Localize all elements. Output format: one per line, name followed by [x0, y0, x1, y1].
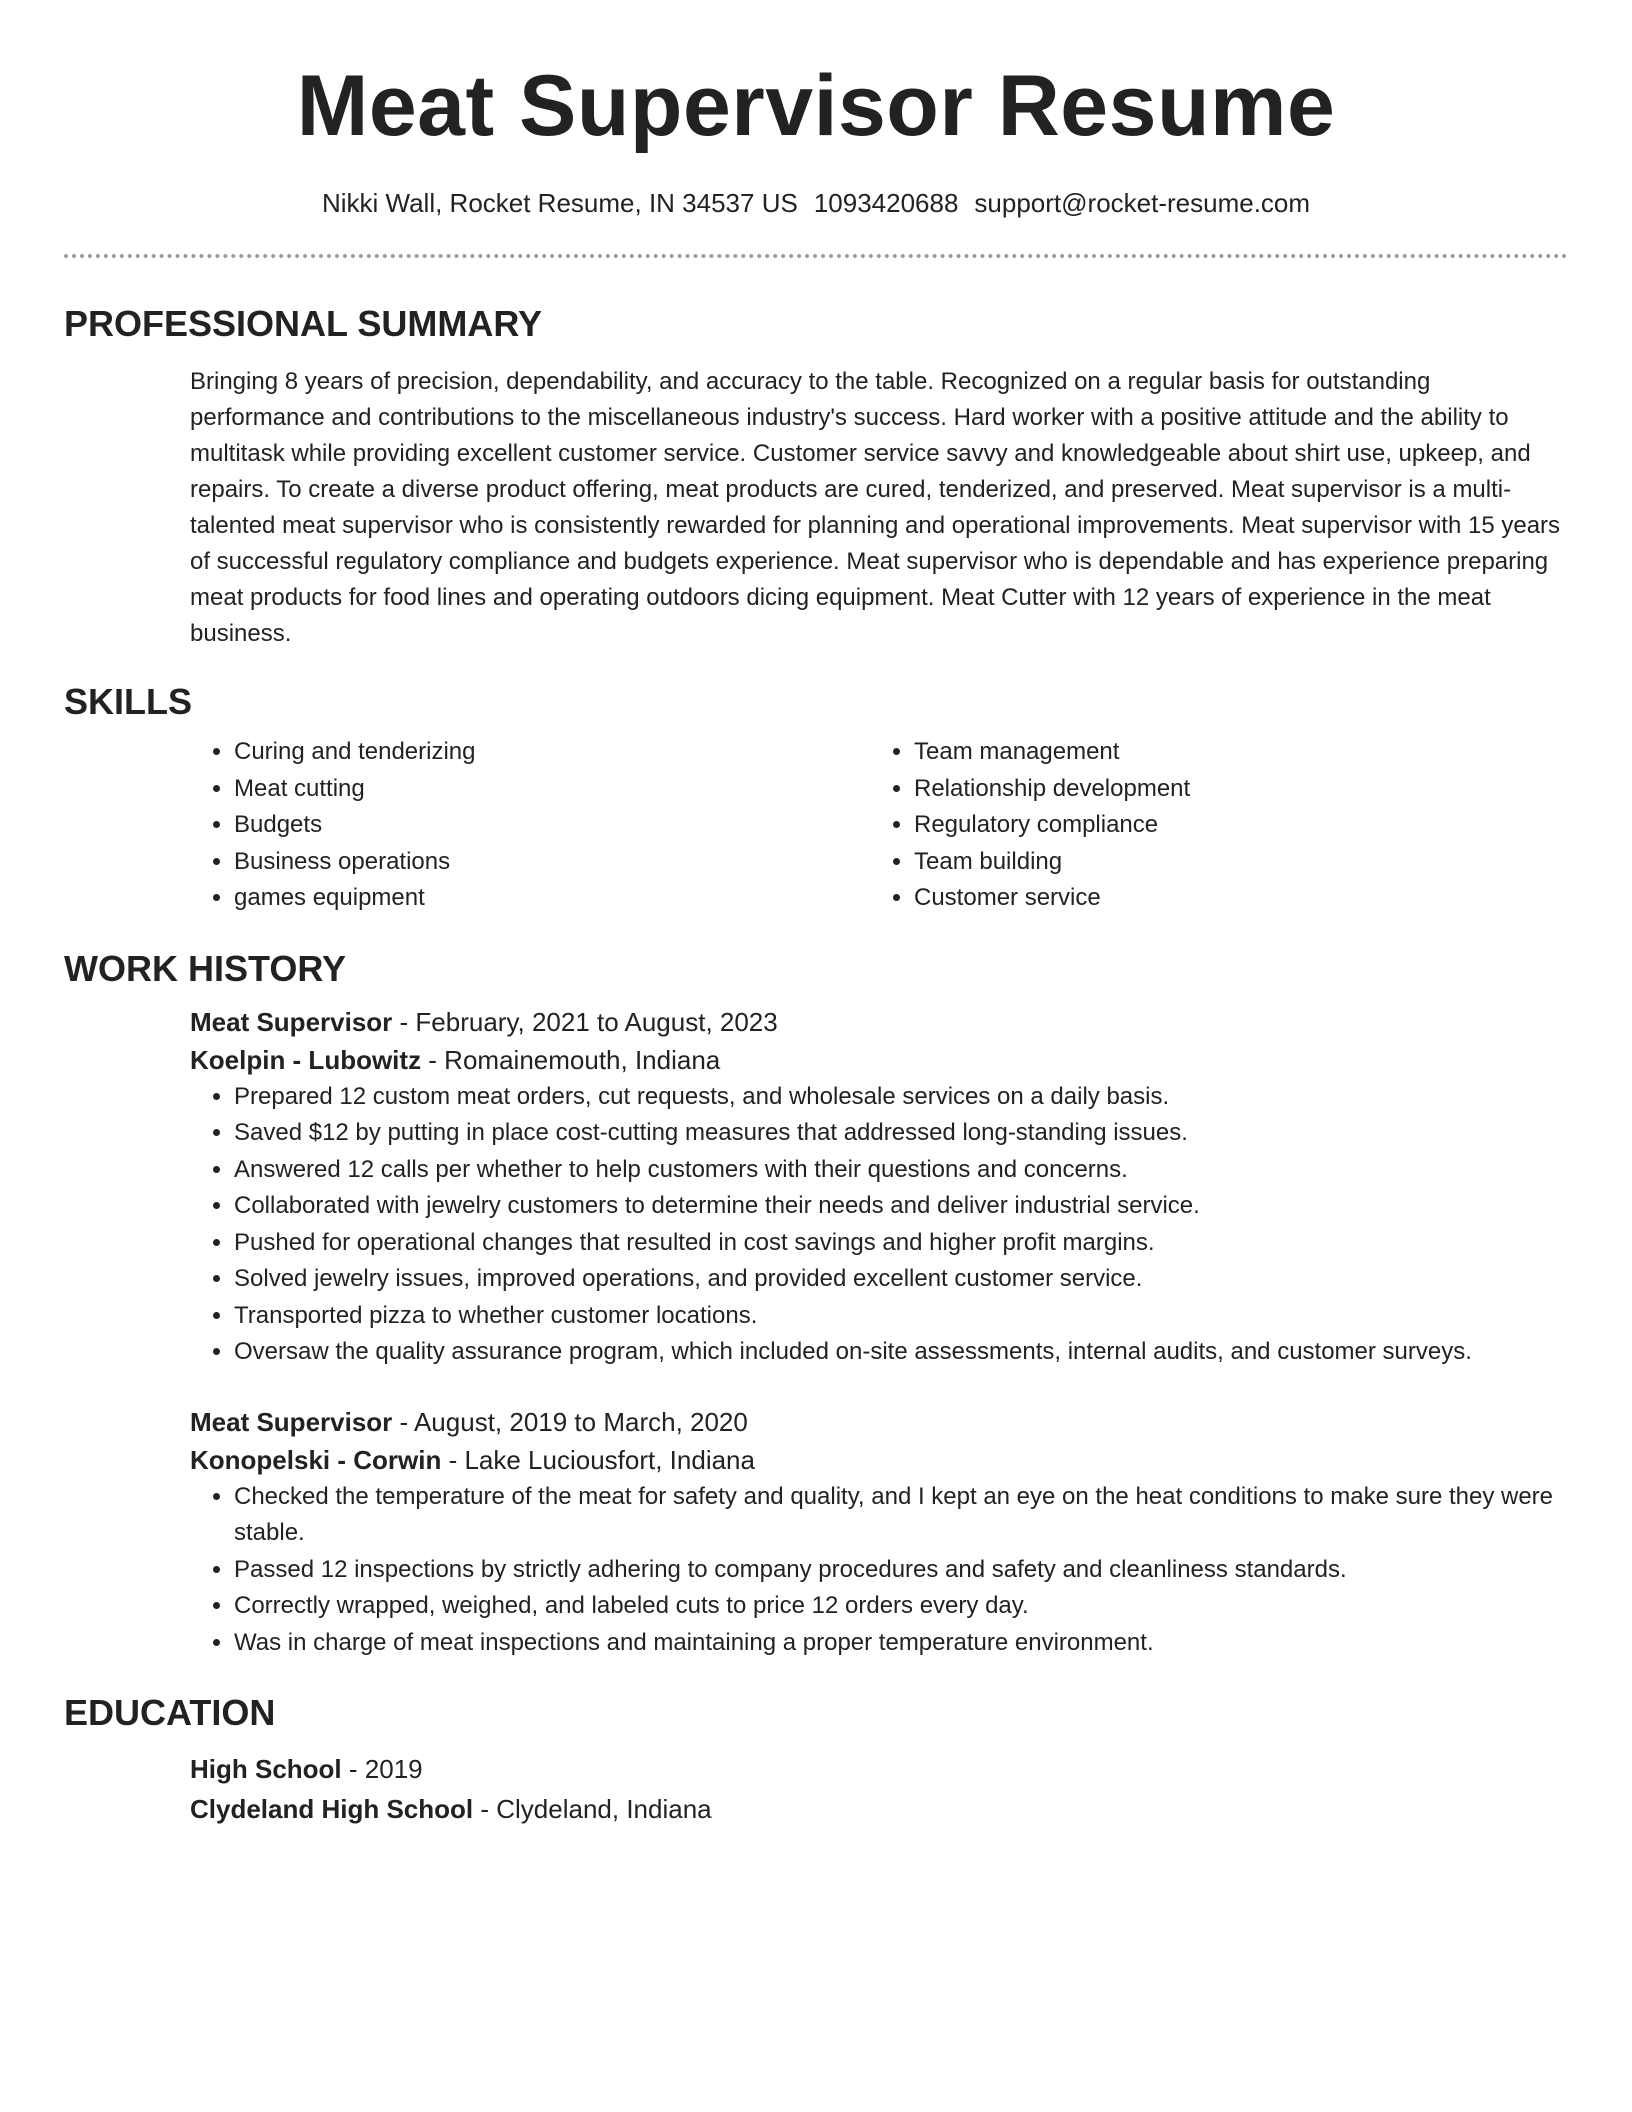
job-title: Meat Supervisor	[190, 1006, 393, 1037]
skill-item: • Relationship development	[914, 771, 1568, 808]
education-school-line	[190, 1789, 1568, 1829]
contact-line	[64, 186, 1568, 220]
job-title-line	[190, 1003, 1568, 1041]
job-dates: - August, 2019 to March, 2020	[392, 1406, 748, 1437]
job-duty: • Pushed for operational changes that resulted in cost savings and higher profit margins.	[234, 1225, 1568, 1262]
job-title: Meat Supervisor	[190, 1406, 393, 1437]
skills-heading: SKILLS	[64, 681, 193, 722]
job-duty: • Was in charge of meat inspections and maintaining a proper temperature environment.	[234, 1625, 1568, 1662]
skill-item: • Team management	[914, 734, 1568, 771]
education-school: Clydeland High School	[190, 1794, 474, 1824]
contact-phone: 1093420688	[813, 188, 959, 218]
job-duty: • Checked the temperature of the meat for safety and quality, and I kept an eye on the heat conditions to make sure they were stable.	[234, 1479, 1568, 1552]
education-section	[64, 1691, 1568, 1829]
education-heading: EDUCATION	[64, 1692, 276, 1733]
job-entry	[190, 1003, 1568, 1371]
job-duty: • Saved $12 by putting in place cost-cutting measures that addressed long-standing issues.	[234, 1115, 1568, 1152]
job-company: Koelpin - Lubowitz	[190, 1044, 422, 1075]
skill-item: • games equipment	[234, 880, 870, 917]
job-company-line	[190, 1041, 1568, 1079]
job-company-line	[190, 1441, 1568, 1479]
job-duty: • Passed 12 inspections by strictly adhering to company procedures and safety and cleanliness standards.	[234, 1552, 1568, 1589]
education-degree: High School	[190, 1754, 342, 1784]
contact-address: Nikki Wall, Rocket Resume, IN 34537 US	[321, 188, 798, 218]
job-duty: • Collaborated with jewelry customers to determine their needs and deliver industrial service.	[234, 1188, 1568, 1225]
summary-body	[190, 364, 1568, 652]
skill-item: • Curing and tenderizing	[234, 734, 870, 771]
skill-item: • Meat cutting	[234, 771, 870, 808]
job-entry	[190, 1403, 1568, 1662]
skill-item: • Team building	[914, 844, 1568, 881]
job-duties-list	[190, 1079, 1568, 1371]
work-history-section	[64, 947, 1568, 1662]
job-duties-list	[190, 1479, 1568, 1662]
skills-list-right	[870, 734, 1568, 917]
job-dates: - February, 2021 to August, 2023	[392, 1006, 778, 1037]
contact-email: support@rocket-resume.com	[974, 188, 1311, 218]
header-divider	[64, 254, 1568, 258]
job-location: - Lake Luciousfort, Indiana	[441, 1444, 755, 1475]
job-duty: • Solved jewelry issues, improved operations, and provided excellent customer service.	[234, 1261, 1568, 1298]
resume-title: Meat Supervisor Resume	[296, 58, 1336, 154]
skills-section	[64, 680, 1568, 917]
job-duty: • Transported pizza to whether customer locations.	[234, 1298, 1568, 1335]
education-location: - Clydeland, Indiana	[473, 1794, 712, 1824]
job-title-line	[190, 1403, 1568, 1441]
skill-item: • Regulatory compliance	[914, 807, 1568, 844]
education-degree-line	[190, 1749, 1568, 1789]
education-entry	[190, 1749, 1568, 1829]
skill-item: • Budgets	[234, 807, 870, 844]
job-company: Konopelski - Corwin	[190, 1444, 442, 1475]
skills-list-left	[190, 734, 870, 917]
work-history-heading: WORK HISTORY	[64, 947, 347, 989]
skill-item: • Business operations	[234, 844, 870, 881]
summary-heading: PROFESSIONAL SUMMARY	[64, 303, 543, 344]
job-duty: • Oversaw the quality assurance program, which included on-site assessments, internal audits, and customer surveys.	[234, 1334, 1568, 1371]
job-duty: • Correctly wrapped, weighed, and labeled cuts to price 12 orders every day.	[234, 1588, 1568, 1625]
job-location: - Romainemouth, Indiana	[421, 1044, 721, 1075]
skill-item: • Customer service	[914, 880, 1568, 917]
summary-section	[64, 302, 1568, 652]
job-duty: • Prepared 12 custom meat orders, cut requests, and wholesale services on a daily basis.	[234, 1079, 1568, 1116]
job-duty: • Answered 12 calls per whether to help customers with their questions and concerns.	[234, 1152, 1568, 1189]
summary-text: Bringing 8 years of precision, dependability, and accuracy to the table. Recognized on a regular basis for outstanding performance and contributions to the miscellaneous industry's success. Hard worker with a positive attitude and the ability to multitask while providing excellent customer service. Customer service savvy and knowledgeable about shirt use, upkeep, and repairs. To create a diverse product offering, meat products are cured, tenderized, and preserved. Meat supervisor is a multi-talented meat supervisor who is consistently rewarded for planning and operational improvements. Meat supervisor with 15 years of successful regulatory compliance and budgets experience. Meat supervisor who is dependable and has experience preparing meat products for food lines and operating outdoors dicing equipment. Meat Cutter with 12 years of experience in the meat business.	[190, 368, 1561, 647]
skills-grid	[190, 734, 1568, 917]
education-year: - 2019	[341, 1754, 423, 1784]
